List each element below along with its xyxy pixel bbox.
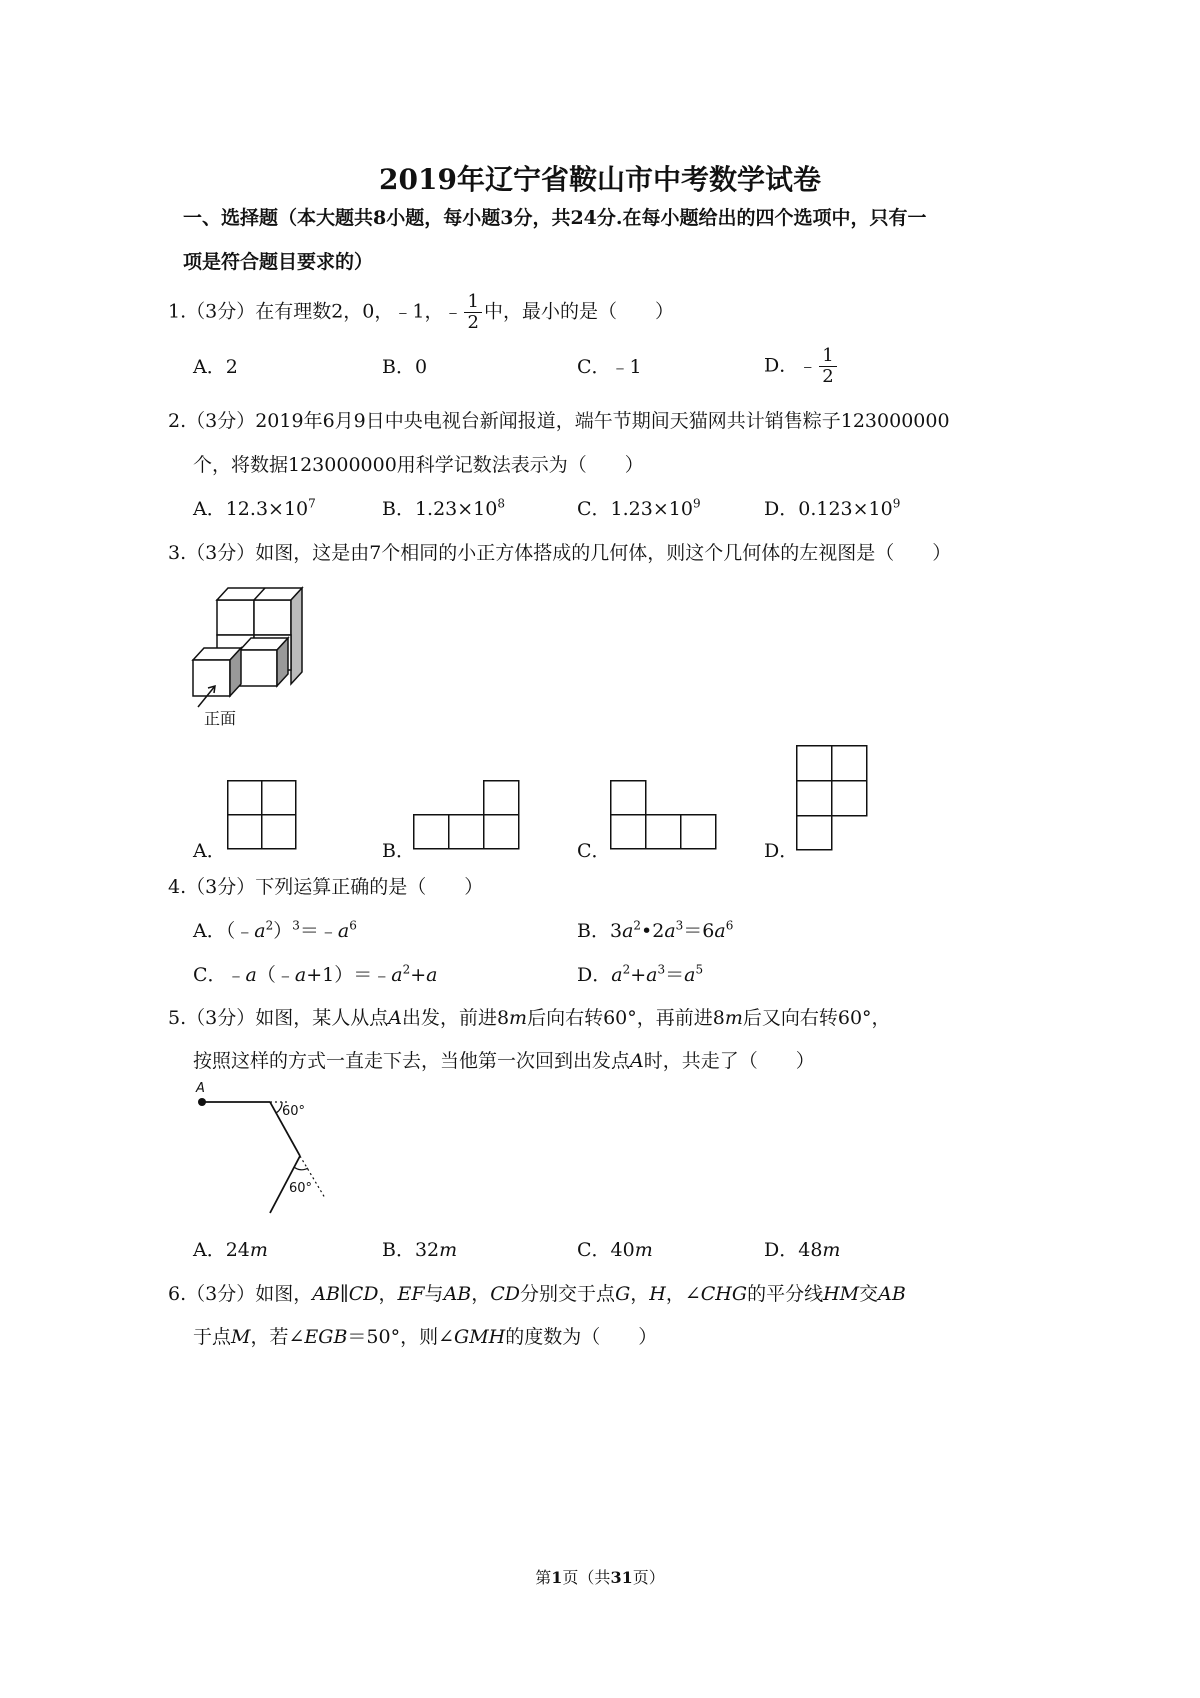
question-1-fraction [464,292,481,333]
question-2-line2: 个，将数据123000000用科学记数法表示为（ ） [193,454,644,476]
text: •2 [641,920,665,942]
exponent: 3 [292,918,300,933]
text: C．40 [577,1239,635,1261]
q4-option-c[interactable] [193,960,437,987]
fraction-denominator: 2 [822,366,834,387]
q5-option-c[interactable] [577,1235,653,1262]
text: ＝50°，则∠ [347,1326,455,1348]
text: B．3 [577,920,623,942]
exponent: 2 [402,962,411,977]
fraction-denominator: 2 [467,312,479,333]
variable: CHG [700,1283,748,1305]
variable: a [664,920,676,942]
text: +1）＝﹣ [306,964,392,986]
exponent: 2 [633,918,642,933]
q2-option-b-base: B．1.23×10 [382,498,498,520]
exponent: 2 [265,918,274,933]
text: B．32 [382,1239,440,1261]
text: A．（﹣ [193,920,255,942]
exponent: 6 [725,918,734,933]
text: + [630,964,647,986]
question-4-stem: 4.（3分）下列运算正确的是（ ） [168,876,484,898]
variable: HM [823,1283,860,1305]
fraction-numerator: 1 [819,346,836,367]
q3-option-d[interactable]: D． [764,840,799,862]
q4-option-b[interactable] [577,916,733,943]
start-point-marker [198,1098,206,1106]
q3-option-a-figure[interactable] [227,780,297,850]
variable: a [391,964,403,986]
text: ∥ [339,1283,349,1305]
variable: EGB [304,1326,348,1348]
variable: EF [397,1283,425,1305]
text: ， [630,1283,650,1305]
unit: m [634,1239,653,1261]
exponent: 3 [657,962,666,977]
text: 后又向右转60°， [742,1007,891,1029]
variable: AB [443,1283,472,1305]
text: D． [577,964,612,986]
text: ，∠ [665,1283,701,1305]
q3-option-b[interactable]: B． [382,840,415,862]
variable: m [724,1007,743,1029]
variable: a [622,920,634,942]
variable: a [714,920,726,942]
text: A．24 [193,1239,250,1261]
q2-option-a-base: A．12.3×10 [193,498,309,520]
text: 的度数为（ ） [505,1326,658,1348]
q2-option-c-base: C．1.23×10 [577,498,693,520]
q4-option-a[interactable] [193,916,357,943]
footer-text: 页） [632,1568,665,1587]
text: 后向右转60°，再前进8 [527,1007,725,1029]
q2-option-d-base: D．0.123×10 [764,498,893,520]
section-heading-line1: 一、选择题（本大题共8小题，每小题3分，共24分.在每小题给出的四个选项中，只有一 [183,207,927,229]
cube-solid-figure [190,580,320,730]
angle-label-1: 60° [282,1104,306,1119]
text: ＝﹣ [299,920,338,942]
question-1-text-a: 1.（3分）在有理数2，0，﹣1，﹣ [168,300,463,323]
variable: a [611,964,623,986]
variable: a [294,964,307,986]
q5-option-b[interactable] [382,1235,457,1262]
text: 与 [424,1283,444,1305]
q1-option-d-fraction [819,346,836,387]
fraction-numerator: 1 [464,292,481,313]
question-5-line1 [168,1003,891,1030]
variable: AB [878,1283,906,1305]
q5-option-d[interactable] [764,1235,840,1262]
question-1-text-b: 中，最小的是（ ） [483,300,674,323]
point-a-label: A [196,1081,205,1096]
section-heading-line2: 项是符合题目要求的） [183,251,374,273]
exponent: 3 [675,918,684,933]
exponent: 2 [622,962,631,977]
q2-option-c[interactable] [577,494,701,521]
variable: CD [490,1283,521,1305]
angle-label-2: 60° [289,1181,313,1196]
q2-option-a-exponent: 7 [308,496,316,511]
exponent: 5 [695,962,704,977]
text: ＝ [665,964,685,986]
exponent: 6 [349,918,357,933]
variable: a [245,964,257,986]
unit: m [822,1239,841,1261]
variable: AB [312,1283,340,1305]
q1-option-b[interactable]: B．0 [382,356,428,378]
question-2-line1: 2.（3分）2019年6月9日中央电视台新闻报道，端午节期间天猫网共计销售粽子123000000 [168,410,950,432]
text: 分别交于点 [520,1283,616,1305]
variable: a [646,964,658,986]
walking-path-figure [190,1078,340,1223]
text: ，若∠ [250,1326,305,1348]
variable: G [615,1283,631,1305]
text: 出发，前进8 [401,1007,510,1029]
q1-option-d-prefix: D．﹣ [764,354,818,377]
q1-option-a[interactable]: A．2 [193,356,238,378]
variable: A [630,1050,644,1072]
question-5-line2 [193,1046,815,1073]
variable: GMH [454,1326,506,1348]
page-title: 2019年辽宁省鞍山市中考数学试卷 [379,163,821,196]
variable: a [337,920,350,942]
variable: a [254,920,266,942]
text: 按照这样的方式一直走下去，当他第一次回到出发点 [193,1050,631,1072]
q2-option-a[interactable] [193,494,316,521]
q3-option-d-figure[interactable] [796,745,868,851]
q3-option-c-figure[interactable] [610,780,718,850]
text: 于点 [193,1326,232,1348]
variable: M [231,1326,251,1348]
q2-option-b-exponent: 8 [497,496,506,511]
unit: m [439,1239,458,1261]
front-label: 正面 [204,709,237,728]
variable: a [426,964,438,986]
q3-option-b-figure[interactable] [413,780,521,850]
text: （﹣ [256,964,295,986]
q2-option-d-exponent: 9 [892,496,901,511]
footer-text: 页（共 [562,1568,611,1587]
variable: CD [348,1283,379,1305]
text: D．48 [764,1239,823,1261]
q2-option-d[interactable] [764,494,900,521]
q2-option-b[interactable] [382,494,505,521]
q1-option-c[interactable]: C．﹣1 [577,356,642,378]
text: 时，共走了（ ） [643,1050,815,1072]
q1-option-d[interactable] [764,346,839,387]
text: 5.（3分）如图，某人从点 [168,1007,389,1029]
variable: A [388,1007,402,1029]
text: ， [471,1283,491,1305]
q5-option-a[interactable] [193,1235,268,1262]
question-1-stem [168,292,674,333]
q2-option-c-exponent: 9 [692,496,701,511]
text: 交 [859,1283,879,1305]
q4-option-d[interactable] [577,960,703,987]
text: ＝6 [683,920,715,942]
text: 6.（3分）如图， [168,1283,313,1305]
text: ， [378,1283,398,1305]
text: C．﹣ [193,964,246,986]
variable: m [509,1007,528,1029]
footer-text: 第 [535,1568,552,1587]
q3-option-c[interactable]: C． [577,840,611,862]
text: 的平分线 [747,1283,824,1305]
text: ） [273,920,293,942]
question-6-line2 [193,1322,657,1349]
unit: m [249,1239,268,1261]
total-pages: 31 [610,1568,633,1587]
question-3-stem: 3.（3分）如图，这是由7个相同的小正方体搭成的几何体，则这个几何体的左视图是（ ） [168,542,952,564]
variable: H [649,1283,666,1305]
page-footer [0,1565,1200,1588]
variable: a [684,964,696,986]
q3-option-a[interactable]: A． [193,840,226,862]
text: + [410,964,427,986]
question-6-line1 [168,1279,906,1306]
page-number: 1 [551,1568,563,1587]
